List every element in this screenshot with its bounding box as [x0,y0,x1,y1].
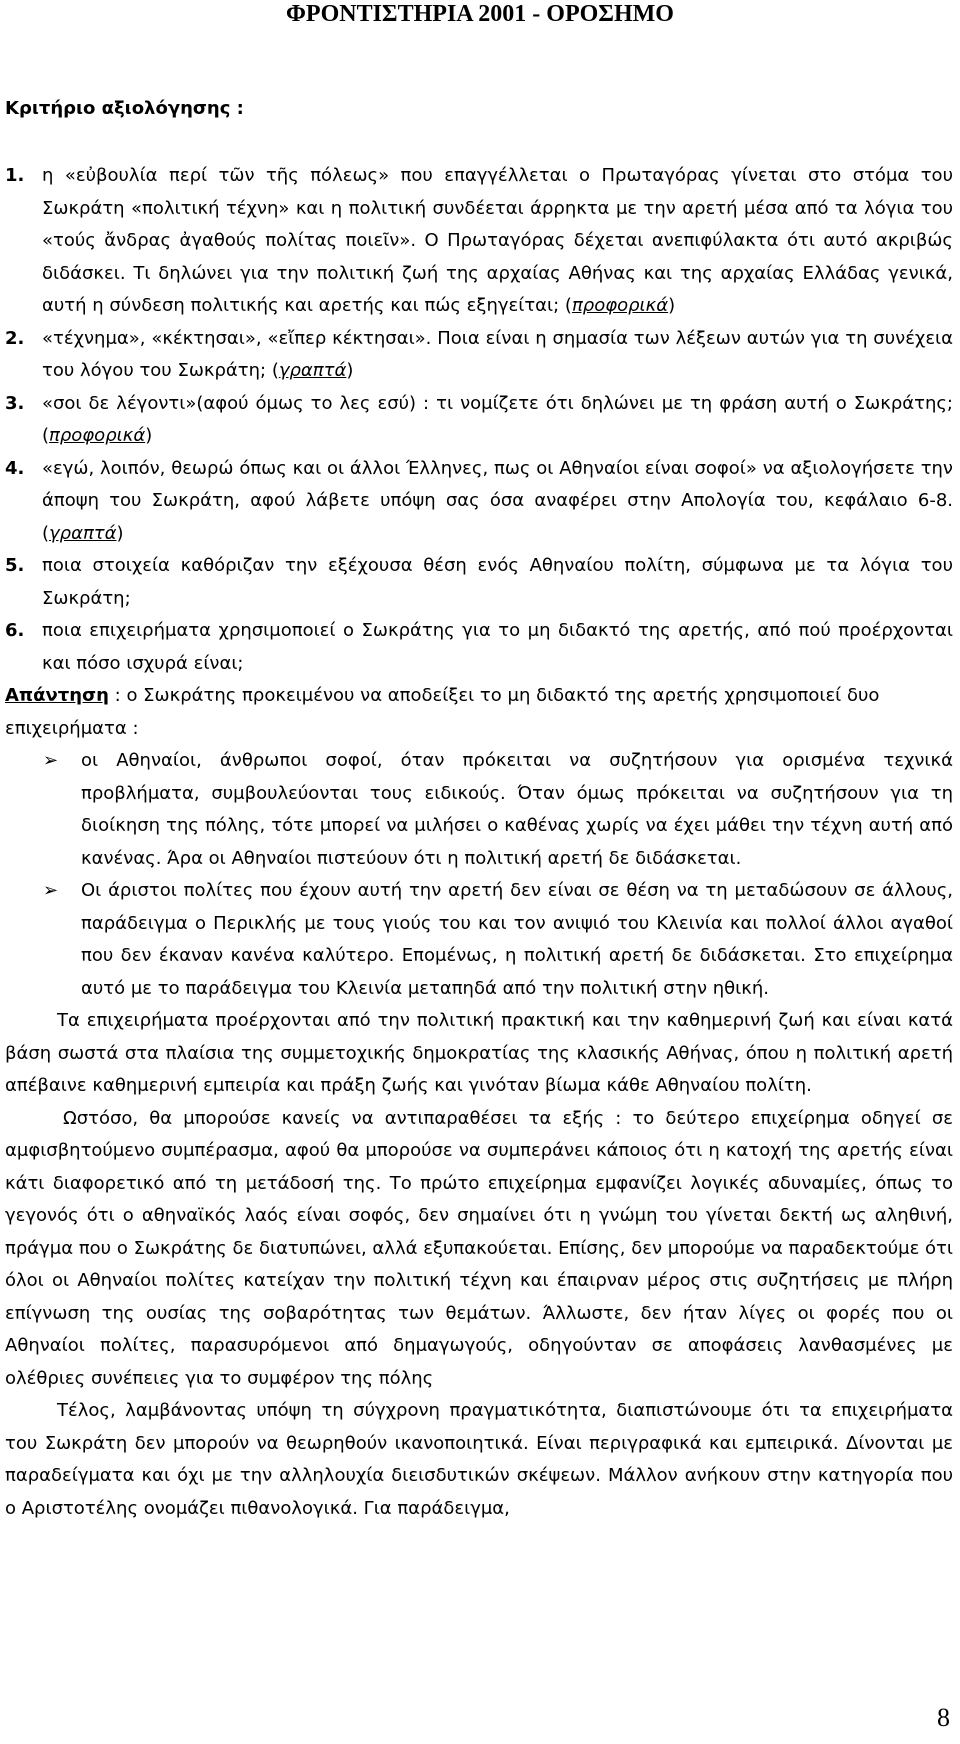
document-body [5,160,953,1525]
question-number: 1. [5,165,25,186]
question-text: «σοι δε λέγοντι»(αφού όμως το λες εσύ) : τι νομίζετε ότι δηλώνει με τη φράση αυτή ο Σωκράτης; (προφορικά) [42,392,953,446]
bullet-text: Οι άριστοι πολίτες που έχουν αυτή την αρετή δεν είναι σε θέση να τη μεταδώσουν σε άλλους, παράδειγμα ο Περικλής με τους γιούς του και τον ανιψιό του Κλεινία και πολλοί άλλοι αγαθοί που δεν έκαναν κανένα καλύτερο. Επομένως, η πολιτική αρετή δε διδάσκεται. Στο επιχείρημα αυτό με το παράδειγμα του Κλεινία μεταπηδά από την πολιτική στην ηθική. [81,880,953,999]
question-number: 5. [5,555,25,576]
question-mode-tag: προφορικά [571,295,669,316]
question-text: ποια στοιχεία καθόριζαν την εξέχουσα θέση ενός Αθηναίου πολίτη, σύμφωνα με τα λόγια του Σωκράτη; [42,555,953,609]
question-3 [5,388,953,453]
argument-bullet-2 [5,875,953,1005]
question-mode-tag: γραπτά [49,522,117,544]
question-text: «εγώ, λοιπόν, θεωρώ όπως και οι άλλοι Έλληνες, πως οι Αθηναίοι είναι σοφοί» να αξιολογήσετε την άποψη του Σωκράτη, αφού λάβετε υπόψη σας όσα αναφέρει στην Απολογία του, κεφάλαιο 6-8.(γραπτά) [42,457,953,544]
question-4 [5,453,953,551]
question-text: η «εὐβουλία περί τῶν τῆς πόλεως» που επαγγέλλεται ο Πρωταγόρας γίνεται στο στόμα του Σωκράτη «πολιτική τέχνη» και η πολιτική συνδέεται άρρηκτα με την αρετή μέσα από τα λόγια του «τούς ἄνδρας ἀγαθούς πολίτας ποιεῖν». Ο Πρωταγόρας δέχεται ανεπιφύλακτα ότι αυτό ακριβώς διδάσκει. Τι δηλώνει για την πολιτική ζωή της αρχαίας Αθήνας και της αρχαίας Ελλάδας γενικά, αυτή η σύνδεση πολιτικής και αρετής και πώς εξηγείται; (προφορικά) [42,165,953,316]
criteria-label: Κριτήριο αξιολόγησης : [5,98,244,119]
question-6 [5,615,953,680]
answer-label: Απάντηση [5,685,109,706]
question-number: 2. [5,327,25,349]
paragraph-2: Ωστόσο, θα μπορούσε κανείς να αντιπαραθέσει τα εξής : το δεύτερο επιχείρημα οδηγεί σε αμφισβητούμενο συμπέρασμα, αφού θα μπορούσε να συμπεράνει κάποιος ότι η κατοχή της αρετής είναι κάτι διαφορετικό από τη μετάδοσή της. Το πρώτο επιχείρημα εμφανίζει λογικές αδυναμίες, όπως το γεγονός ότι ο αθηναϊκός λαός είναι σοφός, δεν σημαίνει ότι η γνώμη του γίνεται δεκτή ως αληθινή, πράγμα που ο Σωκράτης δε διατυπώνει, αλλά εξυπακούεται. Επίσης, δεν μπορούμε να παραδεκτούμε ότι όλοι οι Αθηναίοι πολίτες κατείχαν την πολιτική τέχνη και έπαιρναν μέρος στις συζητήσεις με πλήρη επίγνωση της ουσίας της σοβαρότητας των θεμάτων. Άλλωστε, δεν ήταν λίγες οι φορές που οι Αθηναίοι πολίτες, παρασυρόμενοι από δημαγωγούς, οδηγούνταν σε αποφάσεις λανθασμένες με ολέθριες συνέπειες για το συμφέρον της πόλης [5,1107,953,1389]
paragraph-3: Τέλος, λαμβάνοντας υπόψη τη σύγχρονη πραγματικότητα, διαπιστώνουμε ότι τα επιχειρήματα του Σωκράτη δεν μπορούν να θεωρηθούν ικανοποιητικά. Είναι περιγραφικά και εμπειρικά. Δίνονται με παραδείγματα και όχι με την αλληλουχία διεισδυτικών σκέψεων. Μάλλον ανήκουν στην κατηγορία που ο Αριστοτέλης ονομάζει πιθανολογικά. Για παράδειγμα, [5,1400,953,1519]
question-text: ποια επιχειρήματα χρησιμοποιεί ο Σωκράτης για το μη διδακτό της αρετής, από πού προέρχονται και πόσο ισχυρά είναι; [42,620,953,674]
page-header: ΦΡΟΝΤΙΣΤΗΡΙΑ 2001 - ΟΡΟΣΗΜΟ [286,1,674,27]
question-5 [5,550,953,615]
question-number: 4. [5,457,25,479]
argument-bullet-1 [5,745,953,875]
arrow-bullet-icon: ➢ [43,880,59,901]
arrow-bullet-icon: ➢ [43,750,59,771]
question-2 [5,323,953,388]
question-number: 3. [5,392,25,414]
question-text: «τέχνημα», «κέκτησαι», «εἴπερ κέκτησαι». Ποια είναι η σημασία των λέξεων αυτών για τη συνέχεια του λόγου του Σωκράτη; (γραπτά) [42,327,953,381]
question-mode-tag: προφορικά [49,425,146,446]
question-mode-tag: γραπτά [278,360,347,381]
bullet-text: οι Αθηναίοι, άνθρωποι σοφοί, όταν πρόκειται να συζητήσουν για ορισμένα τεχνικά προβλήματα, συμβουλεύονται τους ειδικούς. Όταν όμως πρόκειται να συζητήσουν για τη διοίκηση της πόλης, τότε μπορεί να μιλήσει ο καθένας χωρίς να έχει μάθει την τέχνη αυτή από κανένας. Άρα οι Αθηναίοι πιστεύουν ότι η πολιτική αρετή δε διδάσκεται. [81,750,953,869]
question-number: 6. [5,620,25,641]
answer-intro [5,680,953,745]
page-number: 8 [937,1702,950,1732]
question-1 [5,160,953,323]
answer-text: : ο Σωκράτης προκειμένου να αποδείξει το μη διδακτό της αρετής χρησιμοποιεί δυο επιχειρήματα : [5,685,880,739]
paragraph-1: Τα επιχειρήματα προέρχονται από την πολιτική πρακτική και την καθημερινή ζωή και είναι κατά βάση σωστά στα πλαίσια της συμμετοχικής δημοκρατίας της κλασικής Αθήνας, όπου η πολιτική αρετή απέβαινε καθημερινή εμπειρία και πράξη ζωής και γινόταν βίωμα κάθε Αθηναίου πολίτη. [5,1010,953,1096]
